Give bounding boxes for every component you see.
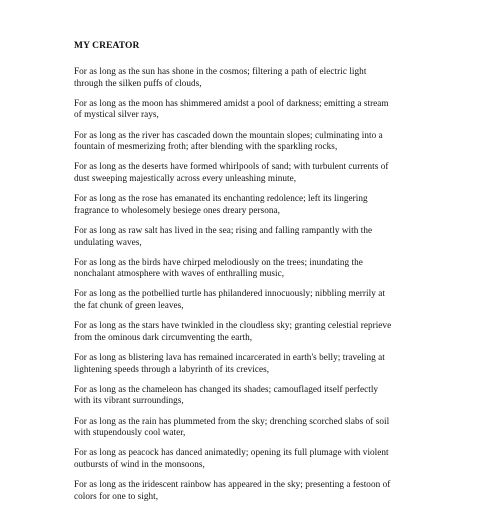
stanza-line: For as long as the river has cascaded down the mountain slopes; culminating into a — [74, 129, 383, 140]
stanza-line: with stupendously cool water, — [74, 427, 186, 438]
poem-stanza — [74, 193, 434, 216]
stanza-line: For as long as the iridescent rainbow has appeared in the sky; presenting a festoon of — [74, 479, 391, 490]
poem-stanza — [74, 352, 434, 375]
stanza-line: For as long as raw salt has lived in the sea; rising and falling rampantly with the — [74, 224, 373, 235]
stanza-line: For as long as the moon has shimmered amidst a pool of darkness; emitting a stream — [74, 97, 389, 108]
poem-stanza — [74, 130, 434, 153]
stanza-line: For as long as the chameleon has changed its shades; camouflaged itself perfectly — [74, 383, 379, 394]
poem-stanza — [74, 288, 434, 311]
poem-stanza — [74, 479, 434, 502]
stanza-line: For as long as the rain has plummeted from the sky; drenching scorched slabs of soil — [74, 415, 390, 426]
stanza-line: For as long as peacock has danced animatedly; opening its full plumage with violent — [74, 447, 389, 458]
stanza-line: nonchalant atmosphere with waves of enthralling music, — [74, 268, 285, 279]
stanza-line: For as long as the stars have twinkled in the cloudless sky; granting celestial reprieve — [74, 320, 392, 331]
stanza-line: undulating waves, — [74, 236, 142, 247]
stanza-line: fragrance to wholesomely besiege ones dreary persona, — [74, 204, 280, 215]
poem-stanza — [74, 320, 434, 343]
poem-stanza — [74, 66, 434, 89]
poem-page — [74, 40, 434, 511]
poem-title: MY CREATOR — [74, 41, 140, 51]
stanza-line: lightening speeds through a labyrinth of its crevices, — [74, 363, 270, 374]
stanza-line: For as long as blistering lava has remained incarcerated in earth's belly; traveling at — [74, 352, 385, 363]
stanza-line: through the silken puffs of clouds, — [74, 77, 202, 88]
stanza-line: with its vibrant surroundings, — [74, 395, 184, 406]
stanza-line: colors for one to sight, — [74, 490, 159, 501]
poem-stanza — [74, 447, 434, 470]
stanza-line: outbursts of wind in the monsoons, — [74, 458, 205, 469]
poem-stanza — [74, 225, 434, 248]
stanza-line: fountain of mesmerizing froth; after blending with the sparkling rocks, — [74, 141, 338, 152]
stanza-line: For as long as the potbellied turtle has philandered innocuously; nibbling merrily at — [74, 288, 385, 299]
stanza-line: For as long as the rose has emanated its enchanting redolence; left its lingering — [74, 193, 368, 204]
poem-stanza — [74, 257, 434, 280]
poem-stanza — [74, 416, 434, 439]
stanza-line: dust sweeping majestically across every unleashing minute, — [74, 172, 297, 183]
stanza-line: of mystical silver rays, — [74, 109, 159, 120]
stanza-line: For as long as the birds have chirped melodiously on the trees; inundating the — [74, 256, 363, 267]
poem-stanza — [74, 98, 434, 121]
poem-stanza — [74, 384, 434, 407]
poem-stanza — [74, 161, 434, 184]
stanza-line: the fat chunk of green leaves, — [74, 300, 184, 311]
stanza-line: For as long as the sun has shone in the cosmos; filtering a path of electric light — [74, 66, 367, 76]
stanza-line: from the ominous dark circumventing the earth, — [74, 331, 253, 342]
stanza-line: For as long as the deserts have formed whirlpools of sand; with turbulent currents of — [74, 161, 389, 172]
